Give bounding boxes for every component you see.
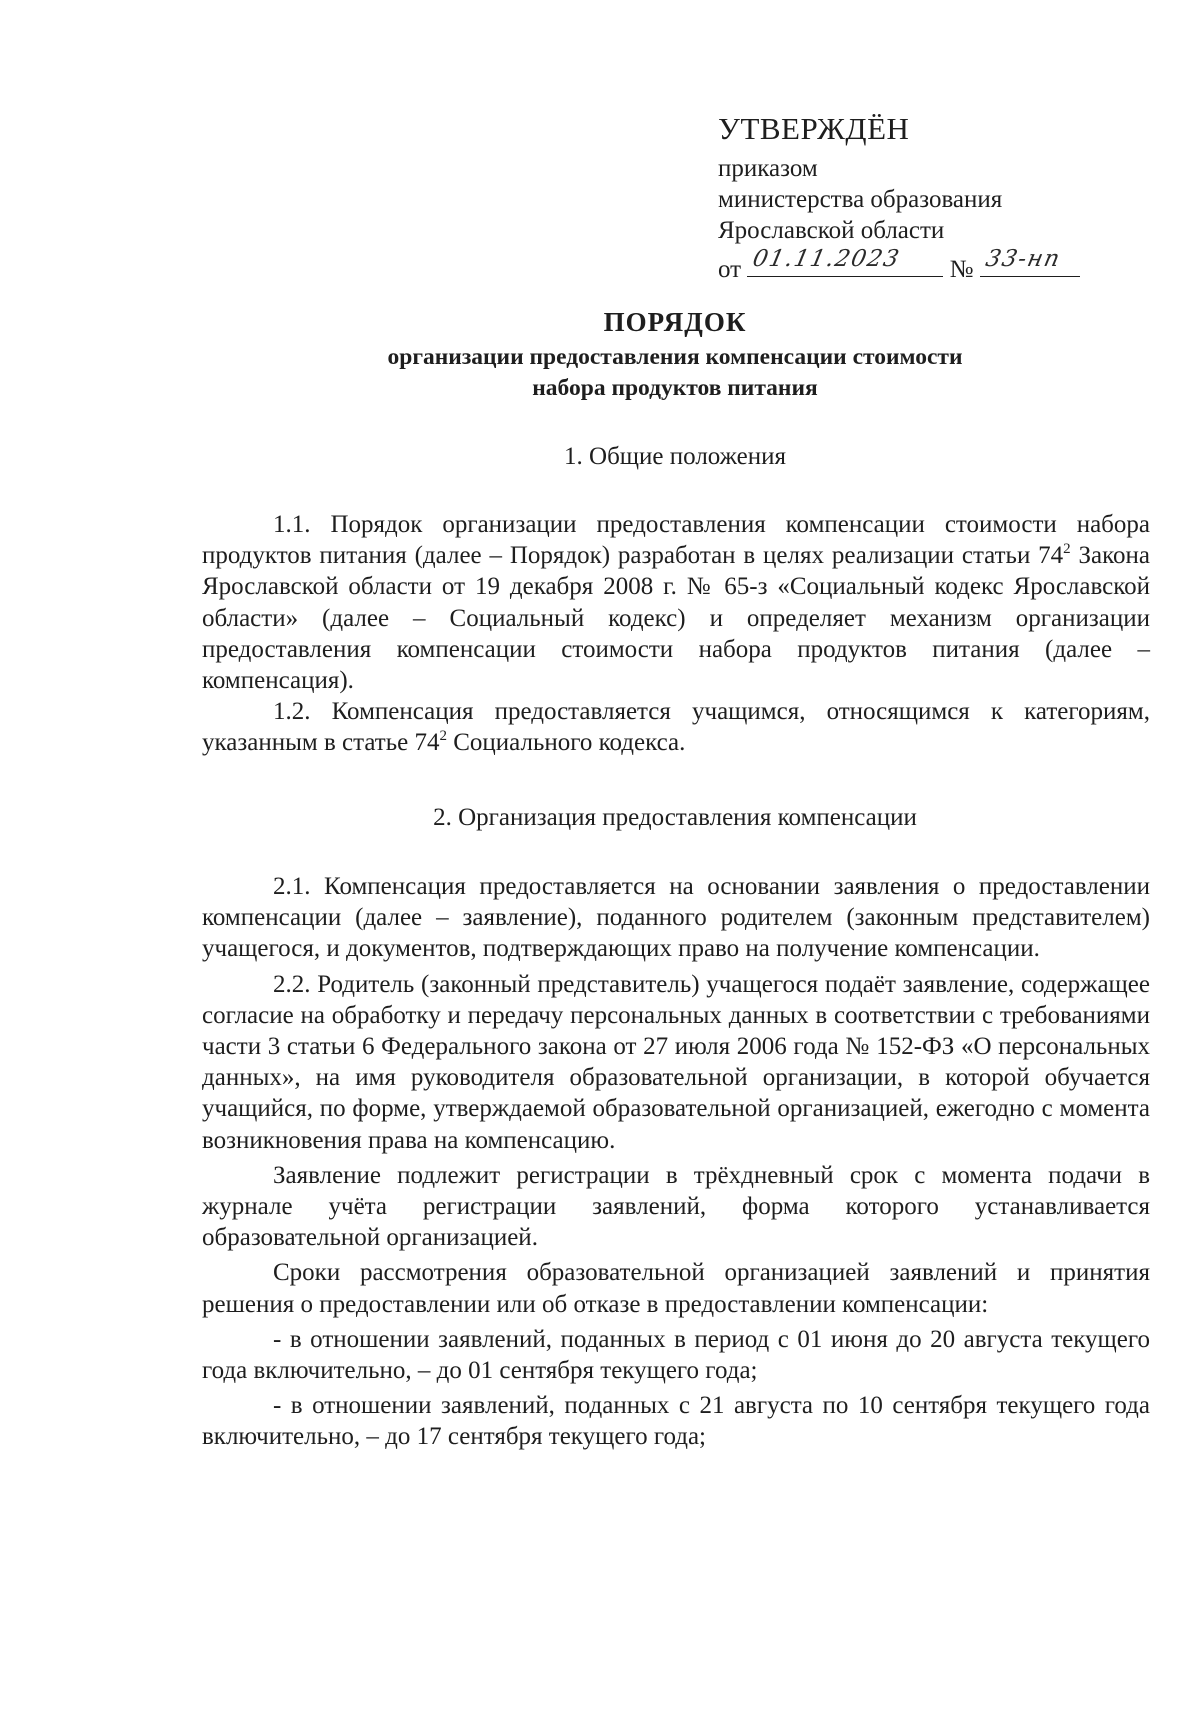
section-heading-organization: 2. Организация предоставления компенсации (433, 804, 917, 831)
superscript: 2 (1063, 541, 1071, 558)
date-prefix: от (718, 256, 742, 283)
section-heading-general: 1. Общие положения (564, 443, 786, 470)
paragraph-2-5: - в отношении заявлений, поданных в период с 01 июня до 20 августа текущего года включительно, – до 01 сентября текущего года; (202, 1325, 1150, 1385)
paragraph-1-1 (202, 509, 1150, 696)
approval-heading: УТВЕРЖДЁН (718, 111, 910, 146)
document-title: ПОРЯДОК (603, 307, 747, 337)
paragraph-1-2 (202, 696, 1150, 758)
number-blank (980, 246, 1080, 277)
approval-line-order: приказом (718, 155, 818, 182)
handwritten-number: 33-нп (983, 246, 1064, 272)
paragraph-1-1-text-a: 1.1. Порядок организации предоставления компенсации стоимости набора продуктов питания (далее – Порядок) разработан в целях реализации статьи 74 (202, 511, 1150, 570)
approval-date-number-row (718, 246, 1148, 285)
paragraph-1-2-text-a: 1.2. Компенсация предоставляется учащимся, относящимся к категориям, указанным в статье 74 (202, 698, 1150, 757)
approval-line-ministry: министерства образования (718, 186, 1003, 213)
paragraph-2-4: Сроки рассмотрения образовательной организацией заявлений и принятия решения о предоставлении или об отказе в предоставлении компенсации: (202, 1259, 1150, 1318)
section-2-body (202, 871, 1150, 1453)
section-1-body (202, 509, 1150, 759)
paragraph-1-1-text-b: Закона Ярославской области от 19 декабря 2008 г. № 65-з «Социальный кодекс Ярославской области» (далее – Социальный кодекс) и определяет механизм организации предоставления компенсации стоимости набора продуктов питания (далее – компенсация). (202, 542, 1150, 695)
document-subtitle-line2: набора продуктов питания (532, 375, 818, 401)
document-subtitle-line1: организации предоставления компенсации стоимости (387, 344, 963, 370)
paragraph-1-2-text-b: Социального кодекса. (446, 729, 686, 757)
approval-block (718, 110, 1148, 285)
paragraph-2-3: Заявление подлежит регистрации в трёхдневный срок с момента подачи в журнале учёта регистрации заявлений, форма которого устанавливается образовательной организацией. (202, 1161, 1150, 1252)
handwritten-date: 01.11.2023 (750, 246, 903, 272)
approval-line-region: Ярославской области (718, 217, 945, 244)
paragraph-2-2: 2.2. Родитель (законный представитель) учащегося подаёт заявление, содержащее согласие на обработку и передачу персональных данных в соответствии с требованиями части 3 статьи 6 Федерального закона от 27 июля 2006 года № 152-ФЗ «О персональных данных», на имя руководителя образовательной организации, в которой обучается учащийся, по форме, утверждаемой образовательной организацией, ежегодно с момента возникновения права на компенсацию. (202, 970, 1150, 1154)
paragraph-2-6: - в отношении заявлений, поданных с 21 августа по 10 сентября текущего года включительно, – до 17 сентября текущего года; (202, 1392, 1150, 1451)
superscript: 2 (439, 728, 447, 745)
paragraph-2-1: 2.1. Компенсация предоставляется на основании заявления о предоставлении компенсации (далее – заявление), поданного родителем (законным представителем) учащегося, и документов, подтверждающих право на получение компенсации. (202, 873, 1150, 963)
number-prefix: № (949, 256, 974, 283)
date-blank (747, 246, 943, 277)
